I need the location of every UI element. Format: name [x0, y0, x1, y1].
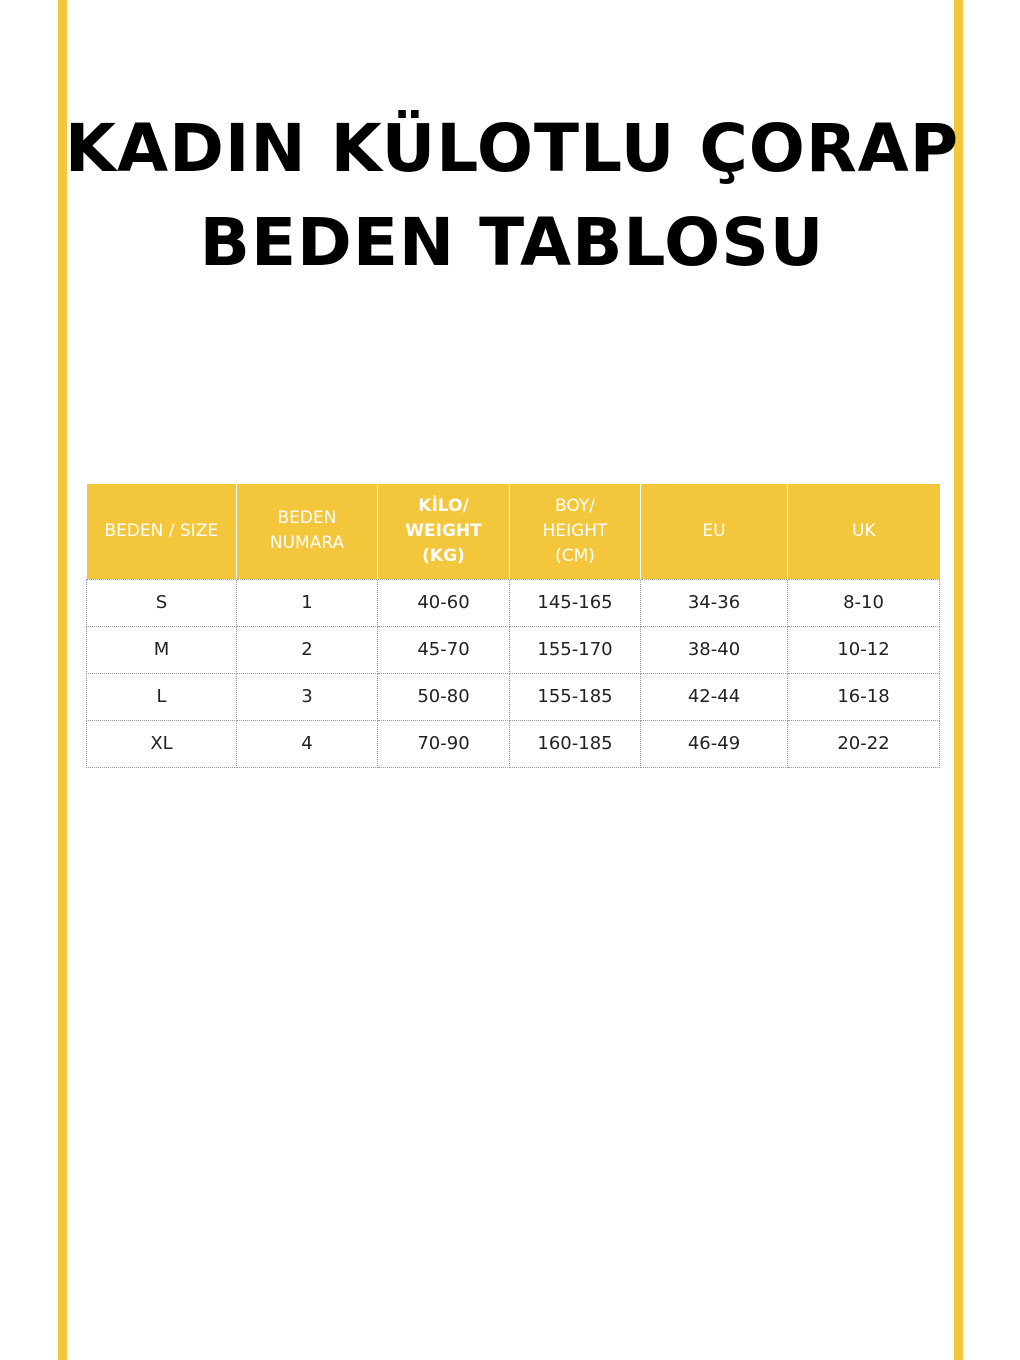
cell-uk: 16-18 — [788, 673, 940, 720]
header-size-number: BEDEN NUMARA — [237, 484, 378, 579]
header-weight: KİLO/ WEIGHT (KG) — [378, 484, 510, 579]
page-title-line-1: KADIN KÜLOTLU ÇORAP — [64, 110, 960, 187]
header-size: BEDEN / SIZE — [87, 484, 237, 579]
cell-uk: 8-10 — [788, 579, 940, 626]
cell-size: XL — [87, 720, 237, 767]
cell-eu: 46-49 — [641, 720, 788, 767]
left-border-stripe — [58, 0, 67, 1360]
table-header-row — [87, 484, 940, 579]
cell-size-number: 2 — [237, 626, 378, 673]
header-height: BOY/ HEIGHT (CM) — [510, 484, 641, 579]
header-eu: EU — [641, 484, 788, 579]
cell-size-number: 4 — [237, 720, 378, 767]
cell-size-number: 1 — [237, 579, 378, 626]
cell-eu: 34-36 — [641, 579, 788, 626]
table-row — [87, 673, 940, 720]
cell-size: S — [87, 579, 237, 626]
cell-height: 160-185 — [510, 720, 641, 767]
size-chart-table — [86, 484, 940, 768]
cell-weight: 45-70 — [378, 626, 510, 673]
cell-size: M — [87, 626, 237, 673]
table-row — [87, 720, 940, 767]
cell-uk: 10-12 — [788, 626, 940, 673]
header-uk: UK — [788, 484, 940, 579]
cell-eu: 38-40 — [641, 626, 788, 673]
page-title-line-2: BEDEN TABLOSU — [199, 204, 825, 281]
table-row — [87, 626, 940, 673]
cell-weight: 50-80 — [378, 673, 510, 720]
right-border-stripe — [954, 0, 963, 1360]
cell-uk: 20-22 — [788, 720, 940, 767]
cell-size: L — [87, 673, 237, 720]
cell-weight: 40-60 — [378, 579, 510, 626]
cell-weight: 70-90 — [378, 720, 510, 767]
cell-eu: 42-44 — [641, 673, 788, 720]
cell-height: 155-170 — [510, 626, 641, 673]
cell-height: 155-185 — [510, 673, 641, 720]
cell-height: 145-165 — [510, 579, 641, 626]
table-row — [87, 579, 940, 626]
cell-size-number: 3 — [237, 673, 378, 720]
